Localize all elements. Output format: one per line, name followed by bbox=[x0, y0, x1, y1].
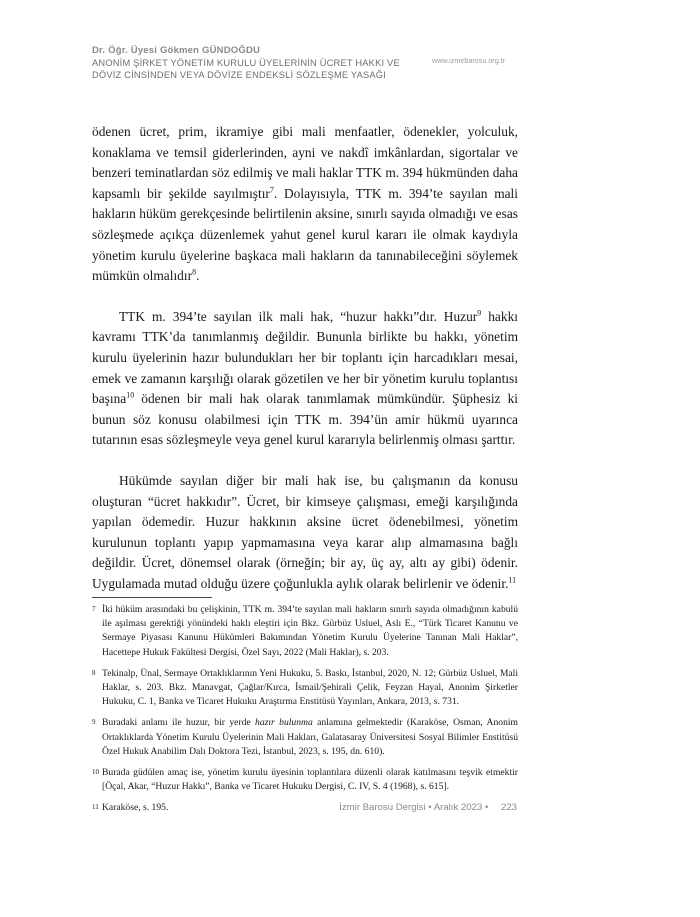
text-run: ödenen bir mali hak olarak tanımlamak mümkündür. Şüphesiz ki bunun söz konusu olabilmesi için TTK m. 394’ün amir hükmü uyarınca tutarının esas sözleşmeyle veya genel kurul kararıyla belirlenmiş olması şarttır. bbox=[92, 391, 518, 448]
text-run: Hükümde sayılan diğer bir mali hak ise, bu çalışmanın da konusu oluşturan “ücret hakkıdır”. Ücret, bir kimseye çalışması, emeği karşılığında yapılan ödemedir. Huzur hakkının aksine ücret ödenebilmesi, yönetim kurulunun toplantı yapıp yapmamasına veya karar alıp almamasına bağlı değildir. Ücret, dönemsel olarak (örneğin; bir ay, üç ay, altı ay gibi) ödenir. Uygulamada mutad olduğu üzere çoğunlukla aylık olarak belirlenir ve ödenir. bbox=[92, 472, 518, 591]
text-run: Buradaki anlamı ile huzur, bir yerde bbox=[102, 717, 256, 729]
footnote-item bbox=[92, 603, 518, 660]
body-paragraph bbox=[92, 122, 518, 287]
footnote-item bbox=[92, 716, 518, 759]
page-number: 223 bbox=[500, 802, 517, 813]
footer-bullet: • bbox=[428, 802, 432, 813]
footnote-ref: 7 bbox=[269, 185, 274, 195]
text-run: anlamına gelmektedir (Karaköse, Osman, Anonim Ortaklıklarda Yönetim Kurulu Üyelerinin Mali Hakları, Galatasaray Üniversitesi Sosyal Bilimler Enstitüsü Özel Hukuk Anabilim Dalı Doktora Tezi, İstanbul, 2023, s. 195, dn. 610). bbox=[102, 717, 519, 757]
text-run: Burada güdülen amaç ise, yönetim kurulu üyesinin toplantılara düzenli olarak katılmasını teşvik etmektir [Öçal, Akar, “Huzur Hakkı”, Banka ve Ticaret Hukuku Dergisi, C. IV, S. 4 (1968), s. 615]. bbox=[102, 767, 518, 793]
footnotes bbox=[92, 603, 518, 823]
text-run: . bbox=[196, 268, 200, 284]
text-run: Karaköse, s. 195. bbox=[102, 802, 169, 814]
article-title-line-1: ANONİM ŞİRKET YÖNETİM KURULU ÜYELERİNİN ÜCRET HAKKI VE bbox=[92, 58, 400, 68]
text-run: Tekinalp, Ünal, Sermaye Ortaklıklarının Yeni Hukuku, 5. Baskı, İstanbul, 2020, N. 12; Gürbüz Usluel, Mali Haklar, s. 203. Bkz. Manavgat, Çağlar/Kırca, İsmail/Şehirali Çelik, Feyzan Hayal, Anonim Şirketler Hukuku, C. 1, Banka ve Ticaret Hukuku Araştırma Enstitüsü Yayınları, Ankara, 2013, s. 731. bbox=[102, 667, 518, 708]
text-run: İki hüküm arasındaki bu çelişkinin, TTK m. 394’te sayılan mali hakların sınırlı sayıda olmadığının kabulü ile aşılması gerektiği yönündeki haklı eleştiri için Bkz. Gürbüz Usluel, Aslı E., “Türk Ticaret Kanunu ve Sermaye Piyasası Kanunu Hükümleri Bakımından Yönetim Kurulu Üyelerine Tanınan Mali Haklar”, Hacettepe Hukuk Fakültesi Dergisi, Özel Sayı, 2022 (Mali Haklar), s. 203. bbox=[102, 604, 518, 658]
body-paragraph bbox=[92, 307, 518, 451]
footnote-item bbox=[92, 667, 518, 710]
footnote-number: 9 bbox=[92, 718, 96, 727]
footnote-ref: 8 bbox=[192, 267, 197, 277]
body-paragraph bbox=[92, 471, 518, 595]
page-footer bbox=[339, 802, 517, 813]
text-run: . Dolayısıyla, TTK m. 394’te sayılan mali hakların hüküm gerekçesinde belirtilenin aksine, sınırlı sayıda olmadığı ve esas sözleşmede açıkça düzenlemek yahut genel kurul kararı ile olmak kaydıyla yönetim kurulu üyelerine başkaca mali hakların da tanınabileceğini söylemek mümkün olmalıdır bbox=[92, 185, 519, 284]
footnote-ref: 9 bbox=[477, 308, 482, 318]
footnote-item bbox=[92, 766, 518, 794]
footnote-divider bbox=[92, 597, 212, 598]
footnote-ref: 10 bbox=[126, 390, 135, 400]
footnote-number: 10 bbox=[92, 768, 99, 777]
issue-date: Aralık 2023 bbox=[433, 802, 483, 813]
emphasis-text: hazır bulunma bbox=[255, 717, 313, 729]
text-run: TTK m. 394’te sayılan ilk mali hak, “huzur hakkı”dır. Huzur bbox=[119, 308, 478, 324]
journal-name: İzmir Barosu Dergisi bbox=[339, 802, 426, 813]
author-name: Dr. Öğr. Üyesi Gökmen GÜNDOĞDU bbox=[92, 45, 261, 56]
body-text bbox=[92, 122, 518, 594]
footer-bullet: • bbox=[484, 802, 489, 813]
article-title-line-2: DÖVİZ CİNSİNDEN VEYA DÖVİZE ENDEKSLİ SÖZLEŞME YASAĞI bbox=[92, 70, 387, 80]
footnote-ref: 11 bbox=[508, 575, 517, 585]
footnote-number: 8 bbox=[92, 668, 96, 677]
website-link[interactable]: www.izmirbarosu.org.tr bbox=[432, 56, 506, 65]
footnote-number: 7 bbox=[92, 605, 96, 613]
text-run: hakkı kavramı TTK’da tanımlanmış değildir. Bununla birlikte bu hakkı, yönetim kurulu üyelerinin hazır bulundukları her bir toplantı için harcadıkları mesai, emek ve zamanın karşılığı olarak gözetilen ve her bir yönetim kurulu toplantısı başına bbox=[92, 308, 518, 407]
footnote-number: 11 bbox=[92, 803, 99, 812]
text-run: ödenen ücret, prim, ikramiye gibi mali menfaatler, ödenekler, yolculuk, konaklama ve temsil giderlerinden, ayni ve nakdî imkânlardan, sigortalar ve benzeri teminatlardan söz edilmiş ve mali haklar TTK m. 394 hükmünden daha kapsamlı bir şekilde sayılmıştır bbox=[92, 124, 518, 201]
